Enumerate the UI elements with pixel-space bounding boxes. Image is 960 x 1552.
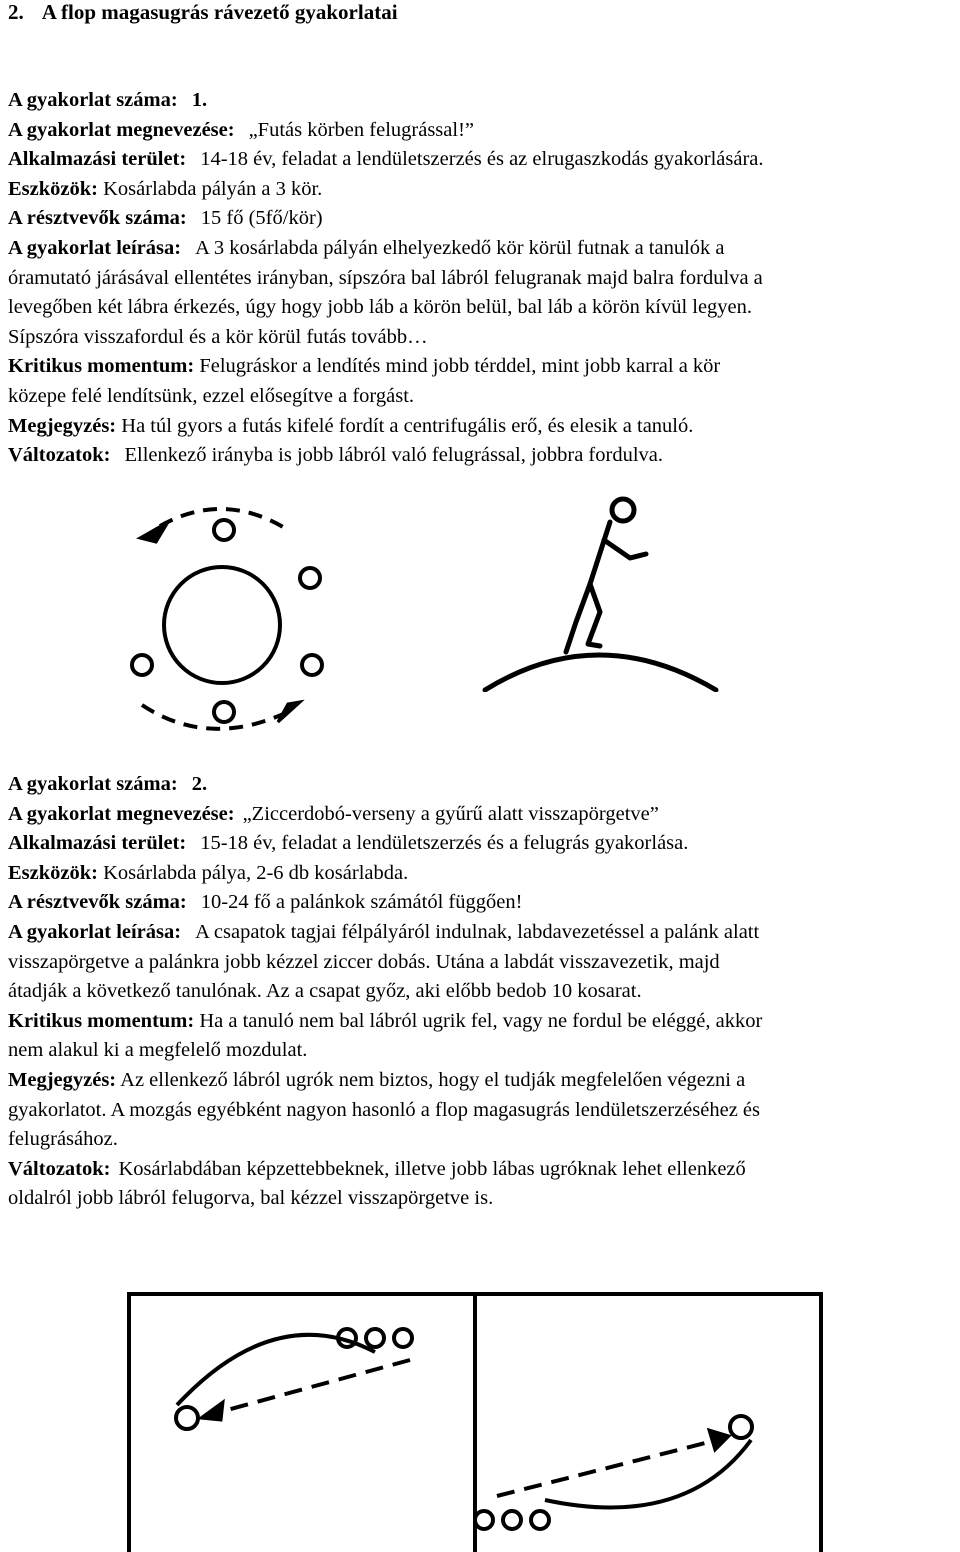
player-marker bbox=[302, 655, 322, 675]
ex2-variants-line-2: oldalról jobb lábról felugorva, bal kézzel visszapörgetve is. bbox=[8, 1187, 494, 1210]
ex1-desc-line-2: óramutató járásával ellentétes irányban, sípszóra bal lábról felugranak majd balra fordulva a bbox=[8, 266, 763, 289]
ex1-variants-value: Ellenkező irányba is jobb lábról való felugrással, jobbra fordulva. bbox=[124, 444, 664, 467]
ex2-variants-label: Változatok: bbox=[8, 1157, 111, 1180]
figure-body bbox=[590, 522, 610, 584]
ex2-note-line-1: Az ellenkező lábról ugrók nem biztos, hogy el tudják megfelelően végezni a bbox=[120, 1068, 746, 1091]
ex1-area-label: Alkalmazási terület: bbox=[8, 148, 187, 171]
ex1-desc-label: A gyakorlat leírása: bbox=[8, 236, 182, 259]
hill-curve bbox=[485, 655, 716, 690]
player-marker bbox=[214, 702, 234, 722]
ex1-critical-row bbox=[8, 352, 956, 382]
ball-marker bbox=[366, 1329, 384, 1347]
ex2-participants-label: A résztvevők száma: bbox=[8, 891, 187, 914]
ex2-area-label: Alkalmazási terület: bbox=[8, 832, 187, 855]
ex1-name-value: „Futás körben felugrással!” bbox=[248, 118, 474, 141]
ex2-desc-line-2: visszapörgetve a palánkra jobb kézzel ziccer dobás. Utána a labdát visszavezetik, majd bbox=[8, 950, 720, 973]
dashed-drive-arrow bbox=[497, 1438, 725, 1496]
ex1-tools-row bbox=[8, 175, 956, 205]
ex1-note-row bbox=[8, 412, 956, 442]
ex2-tools-row bbox=[8, 859, 956, 889]
ex1-tools-label: Eszközök: bbox=[8, 177, 98, 200]
ex2-critical-line-1: Ha a tanuló nem bal lábról ugrik fel, vagy ne fordul be eléggé, akkor bbox=[199, 1009, 763, 1032]
ball-marker bbox=[475, 1511, 493, 1529]
basket-marker bbox=[730, 1416, 752, 1438]
dashed-drive-arrow bbox=[205, 1360, 410, 1416]
ex2-note-row bbox=[8, 1066, 956, 1096]
ex1-critical-line-2: közepe felé lendítsünk, ezzel elősegítve a forgást. bbox=[8, 384, 415, 407]
ex2-desc-line-3: átadják a következő tanulónak. Az a csapat győz, aki előbb bedob 10 kosarat. bbox=[8, 980, 642, 1003]
ex1-participants-value: 15 fő (5fő/kör) bbox=[200, 207, 323, 230]
ex1-number-row bbox=[8, 86, 956, 116]
exercise-1-text bbox=[8, 86, 956, 471]
center-circle bbox=[164, 567, 280, 683]
ex2-note-label: Megjegyzés: bbox=[8, 1068, 117, 1091]
ex1-name-row bbox=[8, 116, 956, 146]
ex1-desc-line-4: Sípszóra visszafordul és a kör körül futás tovább… bbox=[8, 325, 428, 348]
section-number: 2. bbox=[8, 0, 24, 24]
arrowhead-bottom-right bbox=[278, 702, 300, 722]
ex1-critical-line-1: Felugráskor a lendítés mind jobb térddel, mint jobb karral a kör bbox=[199, 355, 721, 378]
ex1-area-row bbox=[8, 145, 956, 175]
ex1-name-label: A gyakorlat megnevezése: bbox=[8, 118, 235, 141]
ex1-area-value: 14-18 év, feladat a lendületszerzés és az elrugaszkodás gyakorlására. bbox=[200, 148, 764, 171]
section-title: A flop magasugrás rávezető gyakorlatai bbox=[41, 0, 398, 24]
exercise-2-text bbox=[8, 770, 956, 1214]
ex2-variants-row bbox=[8, 1155, 956, 1185]
ball-marker bbox=[531, 1511, 549, 1529]
ex1-number-value: 1. bbox=[191, 89, 208, 111]
ex1-desc-row bbox=[8, 234, 956, 264]
player-marker bbox=[132, 655, 152, 675]
arrowhead-top-left bbox=[140, 522, 168, 542]
basket-marker bbox=[176, 1407, 198, 1429]
ex2-variants-line-1: Kosárlabdában képzettebbeknek, illetve jobb lábas ugróknak lehet ellenkező bbox=[118, 1157, 746, 1180]
ex1-tools-value: Kosárlabda pályán a 3 kör. bbox=[103, 177, 323, 200]
ex2-area-value: 15-18 év, feladat a lendületszerzés és a felugrás gyakorlása. bbox=[200, 832, 689, 855]
ex2-note-line-2: gyakorlatot. A mozgás egyébként nagyon hasonló a flop magasugrás lendületszerzéséhez és bbox=[8, 1098, 760, 1121]
ex2-number-row bbox=[8, 770, 956, 800]
ex2-critical-line-2: nem alakul ki a megfelelő mozdulat. bbox=[8, 1039, 308, 1062]
ex1-desc-line-3: levegőben két lábra érkezés, úgy hogy jobb láb a körön belül, bal láb a körön kívül legyen. bbox=[8, 296, 753, 319]
player-marker bbox=[214, 520, 234, 540]
ball-marker bbox=[503, 1511, 521, 1529]
circle-run-diagram bbox=[120, 500, 350, 750]
ex2-tools-value: Kosárlabda pálya, 2-6 db kosárlabda. bbox=[103, 861, 409, 884]
figure-leg-front bbox=[588, 584, 600, 646]
ex2-participants-value: 10-24 fő a palánkok számától függően! bbox=[200, 891, 523, 914]
ex1-variants-row bbox=[8, 441, 956, 471]
ex2-number-label: A gyakorlat száma: bbox=[8, 773, 178, 795]
curved-return-arrow bbox=[545, 1440, 751, 1508]
ex2-desc-row bbox=[8, 918, 956, 948]
figure-head bbox=[612, 499, 634, 521]
arrowhead-right bbox=[709, 1430, 729, 1450]
ex2-critical-label: Kritikus momentum: bbox=[8, 1009, 195, 1032]
ex2-area-row bbox=[8, 829, 956, 859]
ex1-participants-row bbox=[8, 204, 956, 234]
player-marker bbox=[300, 568, 320, 588]
ex2-participants-row bbox=[8, 888, 956, 918]
figure-arm bbox=[604, 540, 646, 558]
arrowhead-left bbox=[201, 1402, 223, 1420]
ex1-note-label: Megjegyzés: bbox=[8, 414, 117, 437]
ex2-note-line-3: felugrásához. bbox=[8, 1128, 118, 1151]
ex2-desc-line-1: A csapatok tagjai félpályáról indulnak, labdavezetéssel a palánk alatt bbox=[195, 920, 760, 943]
ex1-number-label: A gyakorlat száma: bbox=[8, 89, 178, 111]
court-diagram bbox=[125, 1290, 825, 1552]
ex2-desc-label: A gyakorlat leírása: bbox=[8, 920, 182, 943]
ex1-variants-label: Változatok: bbox=[8, 444, 111, 467]
ex1-desc-line-1: A 3 kosárlabda pályán elhelyezkedő kör körül futnak a tanulók a bbox=[195, 236, 725, 259]
jumper-figure bbox=[480, 492, 740, 692]
ex2-critical-row bbox=[8, 1007, 956, 1037]
ball-marker bbox=[394, 1329, 412, 1347]
section-heading bbox=[8, 0, 398, 25]
ex2-tools-label: Eszközök: bbox=[8, 861, 98, 884]
ex2-name-value: „Ziccerdobó-verseny a gyűrű alatt visszapörgetve” bbox=[242, 802, 659, 825]
ex2-number-value: 2. bbox=[191, 773, 208, 795]
ex1-critical-label: Kritikus momentum: bbox=[8, 355, 195, 378]
ex2-name-label: A gyakorlat megnevezése: bbox=[8, 802, 235, 825]
ex2-name-row bbox=[8, 800, 956, 830]
ex1-participants-label: A résztvevők száma: bbox=[8, 207, 187, 230]
ex1-note-value: Ha túl gyors a futás kifelé fordít a centrifugális erő, és elesik a tanuló. bbox=[121, 414, 694, 437]
